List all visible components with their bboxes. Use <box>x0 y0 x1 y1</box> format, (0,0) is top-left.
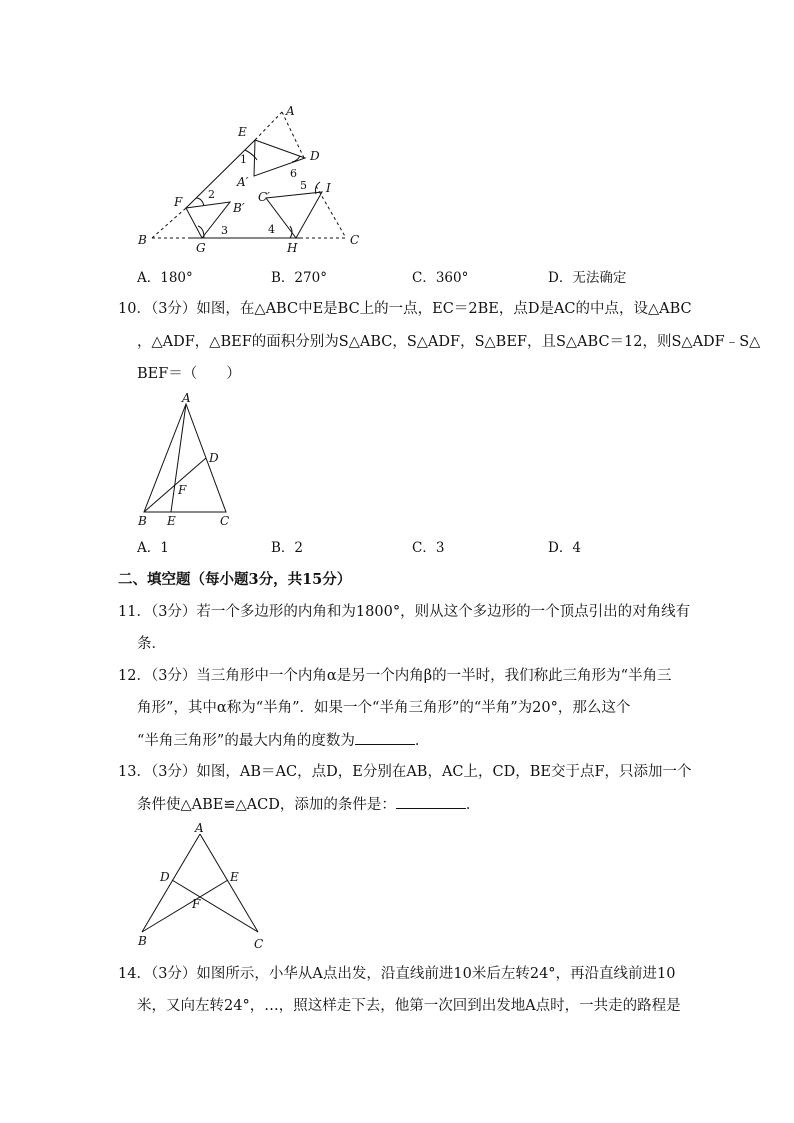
q10-line-2: ，△ADF，△BEF的面积分别为S△ABC，S△ADF，S△BEF，且S△ABC＝12，则S△ADF﹣S△ <box>137 334 761 350</box>
q9-option-a: A．180° <box>137 270 193 286</box>
label-D: D <box>160 870 170 884</box>
q14-line-1: 14．（3分）如图所示，小华从A点出发，沿直线前进10米后左转24°，再沿直线前进10 <box>118 966 676 982</box>
label-angle-6: 6 <box>290 167 297 180</box>
label-angle-4: 4 <box>268 223 275 236</box>
q13-line-1: 13．（3分）如图，AB＝AC，点D，E分别在AB，AC上，CD，BE交于点F，只添加一个 <box>118 764 692 780</box>
label-C: C <box>350 233 360 247</box>
label-D: D <box>209 451 219 465</box>
label-F: F <box>174 195 183 209</box>
q13-line-2 <box>137 794 480 815</box>
label-C: C <box>220 514 230 528</box>
q10-line-1: 10．（3分）如图，在△ABC中E是BC上的一点，EC＝2BE，点D是AC的中点，设△ABC <box>118 301 692 317</box>
q10-line-3: BEF＝（ ） <box>137 366 241 382</box>
q10-option-d: D．4 <box>548 540 581 556</box>
label-A: A <box>182 392 191 405</box>
q10-option-b: B．2 <box>271 540 304 556</box>
label-H: H <box>287 241 298 255</box>
q12-line-3-end: ． <box>414 733 430 749</box>
q11-line-1: 11．（3分）若一个多边形的内角和为1800°，则从这个多边形的一个顶点引出的对角线有 <box>118 604 691 620</box>
label-F: F <box>192 897 201 911</box>
q10-option-a: A．1 <box>137 540 169 556</box>
label-A: A <box>286 104 295 118</box>
label-A: A <box>195 821 204 835</box>
label-B: B <box>138 233 147 247</box>
q13-line-2-text: 条件使△ABE≌△ACD，添加的条件是： <box>137 797 396 813</box>
label-B-prime: B′ <box>233 201 245 215</box>
label-A-prime: A′ <box>237 175 249 189</box>
label-D: D <box>310 149 320 163</box>
label-G: G <box>196 241 206 255</box>
label-C: C <box>254 937 264 951</box>
q9-option-b: B．270° <box>271 270 327 286</box>
q12-line-3-text: “半角三角形”的最大内角的度数为 <box>137 733 355 749</box>
q9-option-d: D．无法确定 <box>548 270 627 286</box>
label-angle-3: 3 <box>221 224 228 237</box>
label-angle-2: 2 <box>208 188 215 201</box>
label-B: B <box>138 514 147 528</box>
figure-q13 <box>130 820 270 955</box>
label-E: E <box>167 514 176 528</box>
q10-option-c: C．3 <box>412 540 445 556</box>
q14-line-2: 米，又向左转24°，…，照这样走下去，他第一次回到出发地A点时，一共走的路程是 <box>137 998 681 1014</box>
q13-answer-blank[interactable] <box>396 794 466 809</box>
q9-option-c: C．360° <box>412 270 469 286</box>
section-heading-fill-in: 二、填空题（每小题3分，共15分） <box>118 571 352 588</box>
q12-line-1: 12．（3分）当三角形中一个内角α是另一个内角β的一半时，我们称此三角形为“半角三 <box>118 668 672 684</box>
label-E: E <box>238 125 247 139</box>
label-angle-5: 5 <box>300 179 307 192</box>
q11-line-2: 条． <box>137 636 166 652</box>
label-C-prime: C′ <box>258 190 270 204</box>
q13-line-2-end: ． <box>465 797 481 813</box>
figure-q9 <box>130 100 370 260</box>
label-I: I <box>326 181 331 195</box>
label-E: E <box>230 870 239 884</box>
q12-answer-blank[interactable] <box>355 730 415 745</box>
q12-line-2: 角形”，其中α称为“半角”．如果一个“半角三角形”的“半角”为20°，那么这个 <box>137 700 631 716</box>
label-F: F <box>178 483 187 497</box>
label-angle-1: 1 <box>240 153 247 166</box>
q12-line-3 <box>137 730 429 751</box>
figure-q10 <box>130 392 240 532</box>
label-B: B <box>138 934 147 948</box>
